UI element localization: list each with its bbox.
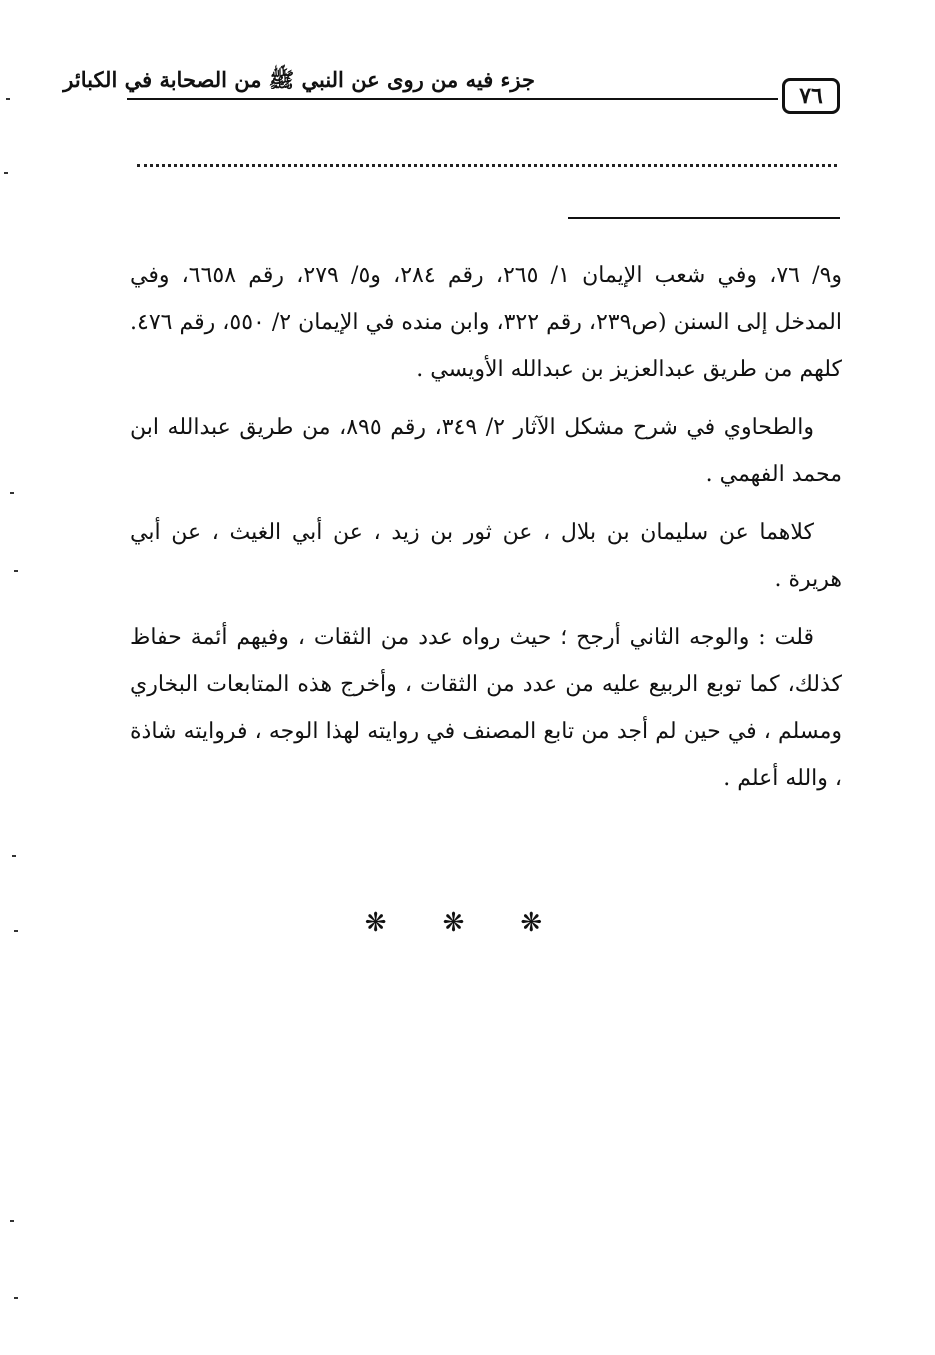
asterism-icon: ❋: [520, 908, 571, 938]
footnote-rule: [568, 217, 840, 219]
asterism-icon: ❋: [364, 908, 415, 938]
page-header: [63, 62, 840, 118]
paragraph-sources: و٩/ ٧٦، وفي شعب الإيمان ١/ ٢٦٥، رقم ٢٨٤، و٥/ ٢٧٩، رقم ٦٦٥٨، وفي المدخل إلى السنن (ص٢٣٩، رقم ٣٢٢، وابن منده في الإيمان ٢/ ٥٥٠، رقم ٤٧٦. كلهم من طريق عبدالعزيز بن عبدالله الأويسي .: [130, 263, 843, 382]
scan-speck: [4, 172, 8, 174]
scan-speck: [10, 1220, 14, 1222]
paragraph-conclusion: قلت : والوجه الثاني أرجح ؛ حيث رواه عدد من الثقات ، وفيهم أئمة حفاظ كذلك، كما توبع الربيع عليه من عدد من الثقات ، وأخرج هذه المتابعات البخاري ومسلم ، في حين لم أجد من تابع المصنف في روايته لهذا الوجه ، فروايته شاذة ، والله أعلم .: [130, 625, 842, 791]
section-ornament: [0, 908, 935, 938]
scan-speck: [6, 98, 10, 100]
scan-speck: [14, 1297, 18, 1299]
scan-speck: [12, 855, 16, 857]
body-text: [130, 252, 842, 813]
paragraph-chain: كلاهما عن سليمان بن بلال ، عن ثور بن زيد ، عن أبي الغيث ، عن أبي هريرة .: [130, 520, 842, 592]
scan-speck: [10, 492, 14, 494]
header-rule: [127, 98, 778, 100]
paragraph-tahawi: والطحاوي في شرح مشكل الآثار ٢/ ٣٤٩، رقم ٨٩٥، من طريق عبدالله ابن محمد الفهمي .: [130, 415, 842, 487]
running-title: جزء فيه من روى عن النبي ﷺ من الصحابة في الكبائر: [63, 67, 535, 92]
scan-speck: [14, 570, 18, 572]
dotted-separator: [137, 164, 837, 167]
page-number: ٧٦: [782, 78, 840, 114]
scan-speck: [14, 930, 18, 932]
asterism-icon: ❋: [442, 908, 493, 938]
